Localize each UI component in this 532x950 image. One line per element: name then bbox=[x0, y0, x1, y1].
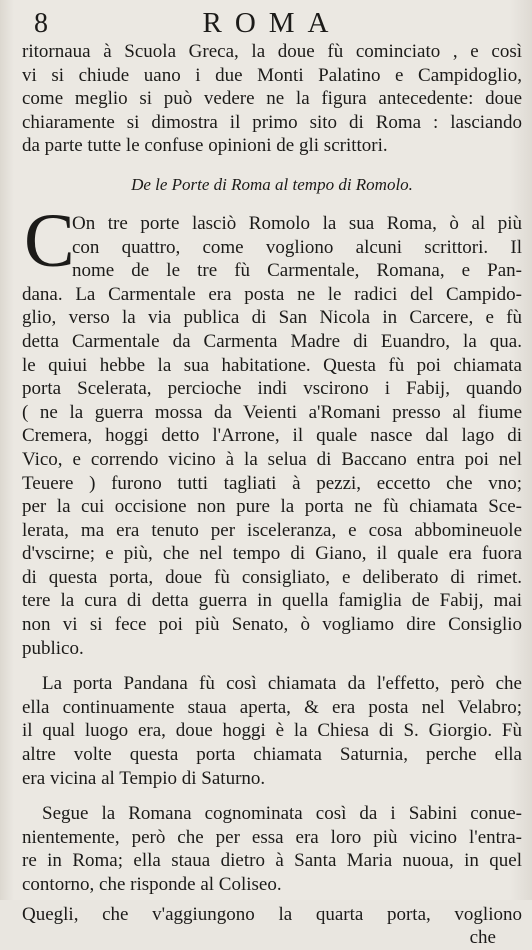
text-line: lerata, ma era tenuto per isceleranza, e cosa abbomineuole bbox=[22, 519, 522, 541]
drop-cap: C bbox=[24, 198, 75, 283]
paragraph-carmentale bbox=[22, 198, 522, 660]
text-line: per la cui occisione non pure la porta ne fù chiamata Sce- bbox=[22, 496, 522, 518]
text-line: era vicina al Tempio di Saturno. bbox=[22, 767, 266, 789]
text-line: chiaramente si dimostra il primo sito di Roma : lasciando bbox=[22, 111, 522, 133]
text-line: publico. bbox=[22, 637, 84, 659]
continued-paragraph bbox=[22, 40, 522, 158]
text-line: re in Roma; ella staua dietro à Santa Maria nuoua, in quel bbox=[22, 850, 522, 872]
text-line: le quiui hebbe la sua habitatione. Questa fù poi chiamata bbox=[22, 354, 522, 376]
text-line: Vico, e correndo vicino à la selua di Baccano entra poi nel bbox=[22, 448, 522, 470]
text-line: nome de le tre fù Carmentale, Romana, e Pan- bbox=[72, 260, 522, 282]
section-heading: De le Porte di Roma al tempo di Romolo. bbox=[131, 174, 413, 194]
catchword: che bbox=[469, 927, 496, 949]
page-number: 8 bbox=[34, 8, 48, 39]
text-line: Segue la Romana cognominata così da i Sabini conue- bbox=[42, 803, 522, 825]
text-line: detta Carmentale da Carmenta Madre di Euandro, la qua. bbox=[22, 330, 522, 352]
text-line: non vi si fece poi più Senato, ò vogliamo dire Consiglio bbox=[22, 614, 522, 636]
text-line: Quegli, che v'aggiungono la quarta porta, vogliono bbox=[22, 903, 522, 925]
text-line: il qual luogo era, doue hoggi è la Chiesa di S. Giorgio. Fù bbox=[22, 720, 522, 742]
text-line: di questa porta, doue fù consigliato, e deliberato di rimet. bbox=[22, 566, 522, 588]
text-line: La porta Pandana fù così chiamata da l'effetto, però che bbox=[42, 673, 522, 695]
text-line: altre volte questa porta chiamata Saturnia, perche ella bbox=[22, 744, 522, 766]
text-line: tere la cura di detta guerra in quella famiglia de Fabij, mai bbox=[22, 590, 522, 612]
text-line: ritornaua à Scuola Greca, la doue fù cominciato , e così bbox=[22, 41, 522, 62]
paragraph-quarta-porta bbox=[22, 903, 522, 950]
text-line: On tre porte lasciò Romolo la sua Roma, ò al più bbox=[72, 212, 522, 234]
paragraph-pandana bbox=[22, 672, 522, 790]
text-line: glio, verso la via publica di San Nicola in Carcere, e fù bbox=[22, 307, 522, 329]
text-line: vi si chiude uano i due Monti Palatino e Campidoglio, bbox=[22, 64, 522, 86]
text-line: porta Scelerata, percioche indi vscirono i Fabij, quando bbox=[22, 378, 522, 400]
text-line: dana. La Carmentale era posta ne le radici del Campido- bbox=[22, 283, 522, 305]
running-title: ROMA bbox=[202, 7, 342, 39]
text-line: Cremera, hoggi detto l'Arrone, il quale nasce dal lago di bbox=[22, 425, 522, 447]
text-line: ( ne la guerra mossa da Veienti a'Romani presso al fiume bbox=[22, 401, 522, 423]
text-line: contorno, che risponde al Coliseo. bbox=[22, 874, 282, 895]
text-line: ella continuamente staua aperta, & era posta nel Velabro; bbox=[22, 696, 522, 718]
text-line: Teuere ) furono tutti tagliati à pezzi, eccetto che vno; bbox=[22, 472, 522, 494]
text-line: d'vscirne; e più, che nel tempo di Giano, il quale era fuora bbox=[22, 543, 522, 565]
text-line: con quattro, come vogliono alcuni scrittori. Il bbox=[72, 236, 522, 258]
paragraph-romana bbox=[22, 802, 522, 896]
text-line: come meglio si può vedere ne la figura antecedente: doue bbox=[22, 88, 522, 110]
page-header bbox=[22, 7, 522, 40]
text-line: nientemente, però che per essa era loro più vicino l'entra- bbox=[22, 826, 522, 848]
text-line: da parte tutte le confuse opinioni de gli scrittori. bbox=[22, 135, 388, 157]
